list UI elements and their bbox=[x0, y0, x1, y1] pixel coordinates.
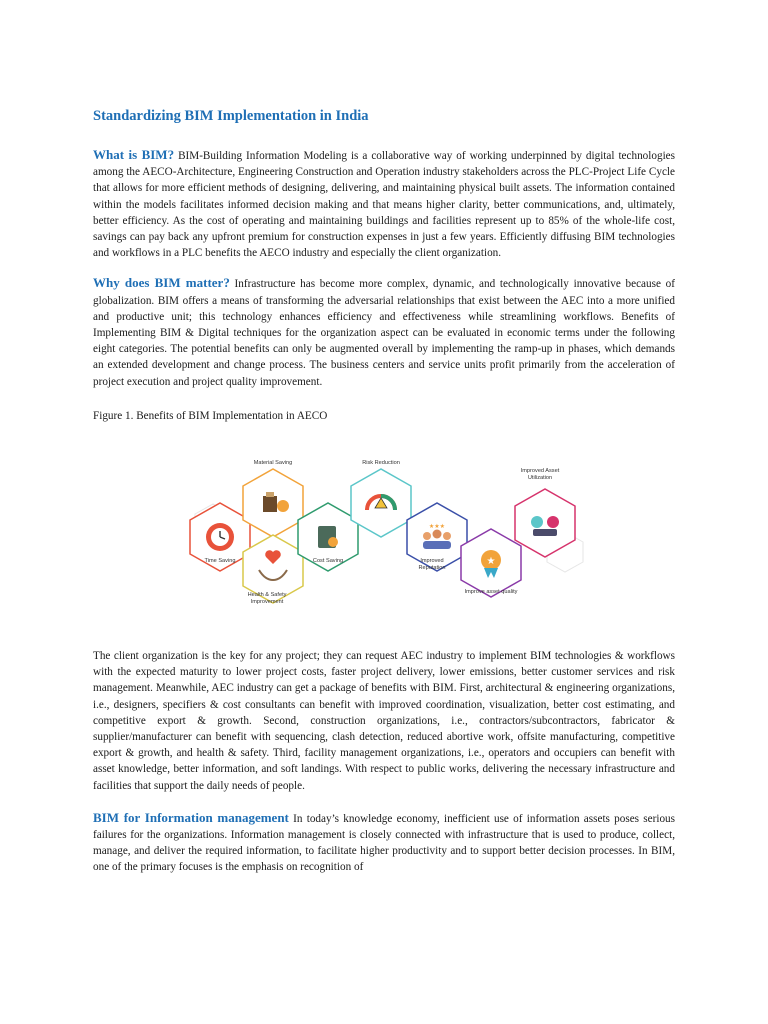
label-material-saving: Material Saving bbox=[253, 460, 293, 467]
heading-why-bim-matters: Why does BIM matter? bbox=[93, 275, 230, 291]
label-asset-utilization: Improved Asset Utilization bbox=[520, 468, 560, 481]
heading-what-is-bim: What is BIM? bbox=[93, 147, 175, 162]
paragraph-information-management bbox=[93, 810, 675, 876]
benefits-figure bbox=[175, 442, 605, 622]
label-risk-reduction: Risk Reduction bbox=[362, 460, 400, 467]
label-asset-quality: Improve asset quality bbox=[464, 589, 518, 596]
hex-asset-quality bbox=[461, 529, 521, 597]
paragraph-what-is-bim bbox=[93, 147, 675, 261]
document-body bbox=[93, 108, 675, 876]
heading-information-management: BIM for Information management bbox=[93, 809, 289, 825]
paragraph-client-organization: The client organization is the key for any project; they can request AEC industry to implement BIM technologies & workflows with the expected maturity to lower project costs, faster project delivery, lower emissions, better customer services and risk management. Meanwhile, AEC industry can get a package of benefits with BIM. First, architectural & engineering organizations, i.e., designers, specifiers & cost consultants can benefit with improved coordination, visualization, better cost estimating, and competitive export & growth. Second, construction organizations, i.e., contractors/subcontractors, fabricator & supplier/manufacturer can benefit with sequencing, clash detection, reduced abortive work, offsite manufacturing, competitive export & growth, and health & safety. Third, facility management organizations, i.e., operators and occupiers can benefit with asset knowledge, better information, and soft landings. With respect to public works, delivering the necessary infrastructure and facilities that support the daily needs of people. bbox=[93, 650, 675, 792]
svg-text:★: ★ bbox=[486, 556, 496, 568]
document-title: Standardizing BIM Implementation in India bbox=[93, 108, 369, 124]
hex-material-saving bbox=[243, 469, 303, 537]
svg-text:★★★: ★★★ bbox=[428, 523, 446, 531]
text-why-bim-matters: Infrastructure has become more complex, dynamic, and technologically innovative because of globalization. BIM offers a means of transforming the adversarial relationships that exist between the AEC into a more unified and productive unit; this technology enhances efficiency and effectiveness while streamlining workflows. Benefits of Implementing BIM & Digital techniques for the organization aspect can be evaluated in economic terms under the following eight categories. The potential benefits can only be augmented overall by implementing the ramp-up in phases, which demands an extended development and change process. The business centers and service units profit primarily from the acceleration of project execution and project quality improvement. bbox=[93, 278, 675, 388]
paragraph-why-bim-matters bbox=[93, 275, 675, 389]
label-improved-reputation: Improved Reputation bbox=[418, 558, 446, 571]
label-health-safety: Health & Safety Improvement bbox=[247, 592, 287, 605]
label-cost-saving: Cost Saving bbox=[312, 558, 344, 565]
label-time-saving: Time Saving bbox=[204, 558, 236, 565]
hex-risk-reduction bbox=[351, 469, 411, 537]
hex-asset-utilization bbox=[515, 489, 575, 557]
text-information-management: In today’s knowledge economy, inefficient use of information assets poses serious failures for the organizations. Information management is closely connected with infrastructure that is used to produce, collect, manage, and deliver the required information, to facilitate higher productivity and to support better decision processes. In BIM, one of the primary focuses is the emphasis on recognition of bbox=[93, 812, 675, 874]
figure-caption: Figure 1. Benefits of BIM Implementation in AECO bbox=[93, 409, 328, 422]
text-what-is-bim: BIM-Building Information Modeling is a collaborative way of working underpinned by digital technologies among the AECO-Architecture, Engineering Construction and Operation industry stakeholders across the PLC-Project Life Cycle that allows for more efficient methods of designing, delivering, and maintaining physical built assets. The information contained within the models facilitates informed decision making and that means higher clarity, better communications, and, ultimately, better efficiency. As the cost of operating and maintaining buildings and facilities represent up to 85% of the whole-life cost, savings can pay back any upfront premium for construction expenses in just a few years. Efficiently diffusing BIM technologies and workflows in a PLC benefits the AECO industry and especially the client organization. bbox=[93, 150, 675, 260]
